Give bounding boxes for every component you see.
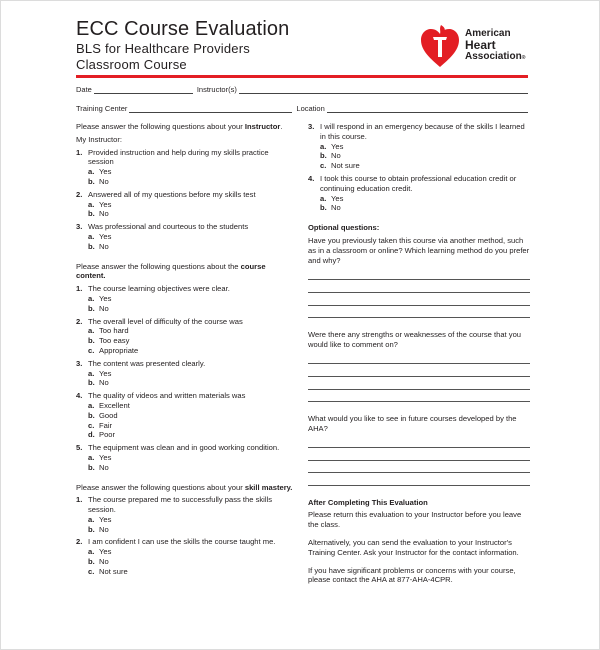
instructor-field[interactable] — [239, 86, 528, 94]
center-location-row — [76, 104, 528, 113]
answer-lines-q2 — [308, 363, 530, 402]
question-item: 2. I am confident I can use the skills the course taught me. a. Yes b. No c. Not sure — [76, 537, 296, 576]
answer-line[interactable] — [308, 472, 530, 473]
answer-option[interactable]: b. No — [88, 241, 109, 251]
answer-line[interactable] — [308, 292, 530, 293]
answer-option[interactable]: a. Yes — [88, 293, 112, 303]
answer-line[interactable] — [308, 485, 530, 486]
answer-line[interactable] — [308, 401, 530, 402]
training-center-field[interactable] — [129, 105, 292, 113]
answer-option[interactable]: a. Yes — [320, 141, 344, 151]
aha-logo — [419, 23, 529, 69]
answer-option[interactable]: b. No — [88, 524, 109, 534]
instructor-label: Instructor(s) — [196, 85, 237, 94]
left-column — [76, 122, 296, 587]
section-intro: Please answer the following questions about your Instructor. — [76, 122, 283, 131]
instructor-section — [76, 122, 296, 252]
question-text: Answered all of my questions before my skills test — [88, 189, 256, 199]
after-evaluation-section — [308, 498, 530, 586]
answer-option[interactable]: a. Yes — [88, 167, 112, 177]
answer-option[interactable]: b. No — [320, 203, 341, 213]
date-instructor-row — [76, 85, 528, 94]
skill-mastery-section — [76, 483, 296, 577]
page-subtitle-format: Classroom Course — [76, 57, 187, 72]
question-text: I am confident I can use the skills the course taught me. — [88, 537, 276, 547]
answer-line[interactable] — [308, 279, 530, 280]
answer-option[interactable]: b. No — [88, 378, 109, 388]
optional-question-2: Were there any strengths or weaknesses of the course that you would like to comment on? — [308, 329, 522, 349]
after-paragraph-3: If you have significant problems or concerns with your course, please contact the AHA at 877-AHA-4CPR. — [308, 565, 516, 585]
date-label: Date — [76, 85, 92, 94]
answer-option[interactable]: a. Yes — [320, 193, 344, 203]
answer-line[interactable] — [308, 460, 530, 461]
course-content-section — [76, 262, 296, 473]
question-text: The course prepared me to successfully pass the skills session. — [88, 495, 273, 515]
question-text: The overall level of difficulty of the course was — [88, 316, 243, 326]
answer-option[interactable]: d. Poor — [88, 430, 116, 440]
answer-option[interactable]: b. No — [88, 557, 109, 567]
question-item: 3. The content was presented clearly. a. Yes b. No — [76, 359, 296, 388]
answer-option[interactable]: a. Yes — [88, 368, 112, 378]
answer-option[interactable]: b. No — [88, 303, 109, 313]
question-text: Was professional and courteous to the students — [88, 222, 249, 232]
question-text: I will respond in an emergency because of the skills I learned in this course. — [320, 122, 525, 141]
training-center-label: Training Center — [76, 104, 128, 113]
section-intro: Please answer the following questions about your skill mastery. — [76, 482, 293, 492]
optional-questions-section — [308, 223, 530, 486]
answer-lines-q3 — [308, 447, 530, 486]
location-field[interactable] — [327, 105, 528, 113]
question-text: The course learning objectives were clear. — [88, 284, 230, 294]
question-text: The content was presented clearly. — [88, 358, 206, 368]
answer-option[interactable]: c. Not sure — [88, 566, 128, 576]
optional-question-1: Have you previously taken this course via another method, such as in a classroom or online? Which learning method do you prefer and why? — [308, 235, 530, 265]
question-item: 4. I took this course to obtain professional education credit or continuing education credit. a. Yes b. No — [308, 174, 530, 213]
question-item: 1. Provided instruction and help during my skills practice session a. Yes b. No — [76, 148, 296, 187]
location-label: Location — [296, 104, 325, 113]
answer-option[interactable]: a. Too hard — [88, 326, 129, 336]
skill-mastery-continued — [308, 122, 530, 213]
question-item: 2. The overall level of difficulty of the course was a. Too hard b. Too easy c. Appropriate — [76, 317, 296, 356]
question-text: The equipment was clean and in good working condition. — [88, 443, 280, 453]
answer-option[interactable]: a. Yes — [88, 199, 112, 209]
answer-option[interactable]: a. Yes — [88, 514, 112, 524]
section-intro: Please answer the following questions about the course content. — [76, 261, 266, 281]
answer-option[interactable]: c. Appropriate — [88, 345, 139, 355]
after-paragraph-2: Alternatively, you can send the evaluation to your Instructor's Training Center. Ask your Instructor for the contact information. — [308, 538, 519, 557]
answer-line[interactable] — [308, 389, 530, 390]
question-item: 1. The course prepared me to successfully pass the skills session. a. Yes b. No — [76, 495, 296, 534]
answer-option[interactable]: c. Fair — [88, 420, 113, 430]
answer-lines-q1 — [308, 279, 530, 318]
optional-heading: Optional questions: — [308, 223, 380, 233]
answer-option[interactable]: b. Too easy — [88, 336, 130, 346]
answer-line[interactable] — [308, 305, 530, 306]
answer-option[interactable]: a. Excellent — [88, 400, 130, 410]
after-heading: After Completing This Evaluation — [308, 497, 428, 507]
question-item: 2. Answered all of my questions before my skills test a. Yes b. No — [76, 190, 296, 219]
header-divider — [76, 75, 528, 78]
answer-option[interactable]: b. Good — [88, 410, 118, 420]
question-item: 3. I will respond in an emergency because of the skills I learned in this course. a. Yes b. No c. Not sure — [308, 122, 530, 171]
answer-line[interactable] — [308, 376, 530, 377]
answer-option[interactable]: a. Yes — [88, 452, 112, 462]
answer-option[interactable]: a. Yes — [88, 547, 112, 557]
date-field[interactable] — [94, 86, 193, 94]
answer-line[interactable] — [308, 363, 530, 364]
logo-wordmark: American Heart Association® — [465, 28, 526, 62]
answer-option[interactable]: b. No — [88, 462, 109, 472]
optional-question-3: What would you like to see in future courses developed by the AHA? — [308, 413, 517, 433]
right-column — [308, 122, 530, 593]
question-item: 3. Was professional and courteous to the students a. Yes b. No — [76, 222, 296, 251]
answer-line[interactable] — [308, 317, 530, 318]
page-title: ECC Course Evaluation — [76, 18, 290, 40]
answer-option[interactable]: a. Yes — [88, 231, 112, 241]
answer-option[interactable]: b. No — [88, 176, 109, 186]
question-text: I took this course to obtain professional education credit or continuing education credit. — [320, 173, 517, 193]
answer-option[interactable]: b. No — [88, 209, 109, 219]
answer-option[interactable]: b. No — [320, 151, 341, 161]
answer-line[interactable] — [308, 447, 530, 448]
question-item: 1. The course learning objectives were clear. a. Yes b. No — [76, 284, 296, 313]
after-paragraph-1: Please return this evaluation to your Instructor before you leave the class. — [308, 510, 522, 530]
question-text: Provided instruction and help during my skills practice session — [88, 147, 269, 167]
question-item: 5. The equipment was clean and in good working condition. a. Yes b. No — [76, 443, 296, 472]
question-text: The quality of videos and written materials was — [88, 391, 246, 401]
page-subtitle-course: BLS for Healthcare Providers — [76, 41, 250, 56]
question-item: 4. The quality of videos and written materials was a. Excellent b. Good c. Fair d. Poor — [76, 391, 296, 440]
heart-torch-icon — [419, 23, 461, 69]
section-lead: My Instructor: — [76, 134, 122, 144]
answer-option[interactable]: c. Not sure — [320, 161, 360, 171]
